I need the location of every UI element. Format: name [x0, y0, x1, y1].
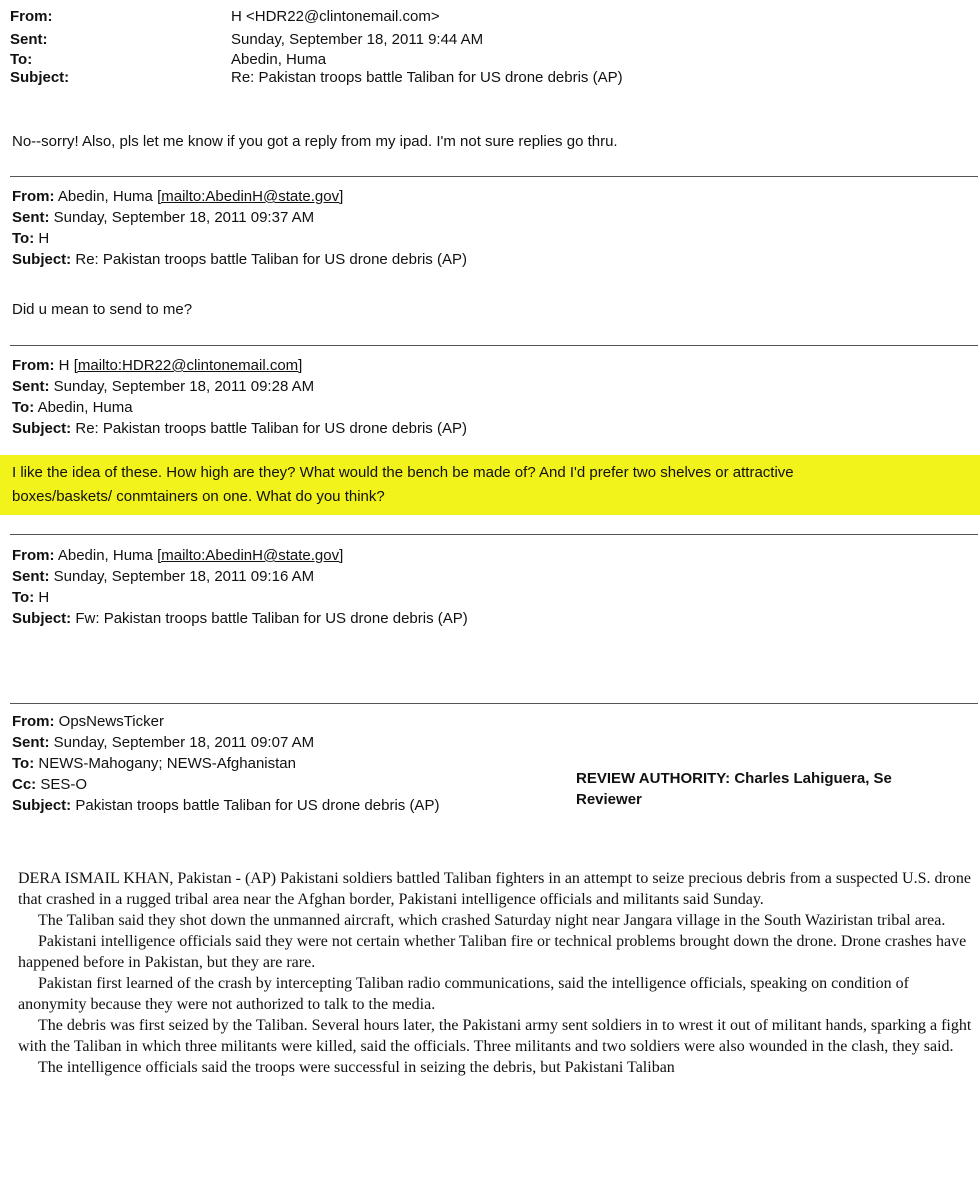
- email-3-sent-value: Sunday, September 18, 2011 09:28 AM: [53, 378, 315, 395]
- message-body-1: No--sorry! Also, pls let me know if you got a reply from my ipad. I'm not sure replies go thru.: [12, 133, 618, 150]
- email-3-sent-label: Sent:: [12, 378, 50, 395]
- email-5-from-value: OpsNewsTicker: [58, 713, 164, 730]
- divider: [10, 703, 978, 704]
- email-3-body-line-1: I like the idea of these. How high are they? What would the bench be made of? And I'd prefer two shelves or attractive: [12, 464, 794, 481]
- email-2-sent-label: Sent:: [12, 209, 50, 226]
- email-3-from-row: [12, 355, 467, 376]
- email-5-header: [12, 711, 439, 816]
- header-subject-value: Re: Pakistan troops battle Taliban for US drone debris (AP): [231, 69, 623, 86]
- header-subject-label: Subject:: [10, 69, 70, 86]
- article-paragraph-4: Pakistan first learned of the crash by intercepting Taliban radio communications, said the intelligence officials, speaking on condition of anonymity because they were not authorized to talk to the media.: [18, 975, 909, 1013]
- email-4-header: [12, 545, 468, 629]
- email-5-cc-value: SES-O: [40, 776, 88, 793]
- email-2-from-label: From:: [12, 188, 55, 205]
- email-4-from-row: [12, 545, 468, 566]
- email-4-sent-row: [12, 566, 468, 587]
- email-5-to-value: NEWS-Mahogany; NEWS-Afghanistan: [38, 755, 296, 772]
- header-to-label: To:: [10, 51, 33, 68]
- email-5-sent-value: Sunday, September 18, 2011 09:07 AM: [53, 734, 315, 751]
- article-paragraph-1: DERA ISMAIL KHAN, Pakistan - (AP) Pakistani soldiers battled Taliban fighters in an attempt to seize precious debris from a suspected U.S. drone that crashed in a rugged tribal area near the Afghan border, Pakistani intelligence officials and militants said Sunday.: [18, 870, 971, 908]
- header-from-value: H <HDR22@clintonemail.com>: [231, 8, 440, 25]
- email-3-subject-label: Subject:: [12, 420, 72, 437]
- email-4-subject-row: [12, 608, 468, 629]
- email-3-subject-value: Re: Pakistan troops battle Taliban for US drone debris (AP): [75, 420, 467, 437]
- email-4-sent-label: Sent:: [12, 568, 50, 585]
- divider: [10, 534, 978, 535]
- email-2-to-label: To:: [12, 230, 35, 247]
- email-5-subject-value: Pakistan troops battle Taliban for US drone debris (AP): [75, 797, 440, 814]
- email-5-cc-row: [12, 774, 439, 795]
- email-5-subject-label: Subject:: [12, 797, 72, 814]
- review-authority-stamp: [576, 768, 980, 810]
- email-2-mailto-link[interactable]: [mailto:AbedinH@state.gov]: [157, 188, 344, 205]
- review-authority-line-1: REVIEW AUTHORITY: Charles Lahiguera, Se: [576, 770, 892, 787]
- email-2-from-name: Abedin, Huma: [57, 188, 153, 205]
- email-3-header: [12, 355, 467, 439]
- email-3-subject-row: [12, 418, 467, 439]
- header-from-label: From:: [10, 8, 53, 25]
- news-article: [18, 868, 978, 1078]
- article-paragraph-6: The intelligence officials said the troops were successful in seizing the debris, but Pakistani Taliban: [38, 1059, 675, 1076]
- header-sent-label: Sent:: [10, 31, 48, 48]
- email-4-subject-value: Fw: Pakistan troops battle Taliban for US drone debris (AP): [75, 610, 468, 627]
- email-2-sent-value: Sunday, September 18, 2011 09:37 AM: [53, 209, 315, 226]
- email-2-sent-row: [12, 207, 467, 228]
- email-4-mailto-link[interactable]: [mailto:AbedinH@state.gov]: [157, 547, 344, 564]
- header-sent-value: Sunday, September 18, 2011 9:44 AM: [231, 31, 484, 48]
- article-paragraph-2: The Taliban said they shot down the unmanned aircraft, which crashed Saturday night near Jangara village in the South Waziristan tribal area.: [38, 912, 946, 929]
- email-5-to-label: To:: [12, 755, 35, 772]
- email-5-cc-label: Cc:: [12, 776, 37, 793]
- email-4-to-label: To:: [12, 589, 35, 606]
- email-3-body-line-2: boxes/baskets/ conmtainers on one. What do you think?: [12, 488, 385, 505]
- email-2-header: [12, 186, 467, 270]
- email-3-to-value: Abedin, Huma: [37, 399, 133, 416]
- email-2-to-value: H: [38, 230, 50, 247]
- email-3-body: [12, 461, 794, 509]
- email-4-to-value: H: [38, 589, 50, 606]
- email-2-subject-label: Subject:: [12, 251, 72, 268]
- email-5-to-row: [12, 753, 439, 774]
- email-3-from-name: H: [58, 357, 70, 374]
- email-3-mailto-link[interactable]: [mailto:HDR22@clintonemail.com]: [73, 357, 303, 374]
- email-5-subject-row: [12, 795, 439, 816]
- email-2-to-row: [12, 228, 467, 249]
- email-4-to-row: [12, 587, 468, 608]
- review-authority-line-2: Reviewer: [576, 791, 642, 808]
- header-to-value: Abedin, Huma: [231, 51, 327, 68]
- email-5-sent-label: Sent:: [12, 734, 50, 751]
- email-2-body: Did u mean to send to me?: [12, 301, 193, 318]
- divider: [10, 176, 978, 177]
- email-2-subject-value: Re: Pakistan troops battle Taliban for US drone debris (AP): [75, 251, 467, 268]
- email-4-from-label: From:: [12, 547, 55, 564]
- email-2-subject-row: [12, 249, 467, 270]
- email-3-to-label: To:: [12, 399, 35, 416]
- divider: [10, 345, 978, 346]
- email-4-from-name: Abedin, Huma: [57, 547, 153, 564]
- email-4-subject-label: Subject:: [12, 610, 72, 627]
- email-3-sent-row: [12, 376, 467, 397]
- article-paragraph-5: The debris was first seized by the Taliban. Several hours later, the Pakistani army sent soldiers in to wrest it out of militant hands, sparking a fight with the Taliban in which three militants were killed, said the officials. Three militants and two soldiers were also wounded in the clash, they said.: [18, 1017, 972, 1055]
- article-paragraph-3: Pakistani intelligence officials said they were not certain whether Taliban fire or technical problems brought down the drone. Drone crashes have happened before in Pakistan, but they are rare.: [18, 933, 967, 971]
- email-2-from-row: [12, 186, 467, 207]
- email-3-to-row: [12, 397, 467, 418]
- email-4-sent-value: Sunday, September 18, 2011 09:16 AM: [53, 568, 315, 585]
- email-5-from-label: From:: [12, 713, 55, 730]
- email-5-from-row: [12, 711, 439, 732]
- email-3-from-label: From:: [12, 357, 55, 374]
- email-5-sent-row: [12, 732, 439, 753]
